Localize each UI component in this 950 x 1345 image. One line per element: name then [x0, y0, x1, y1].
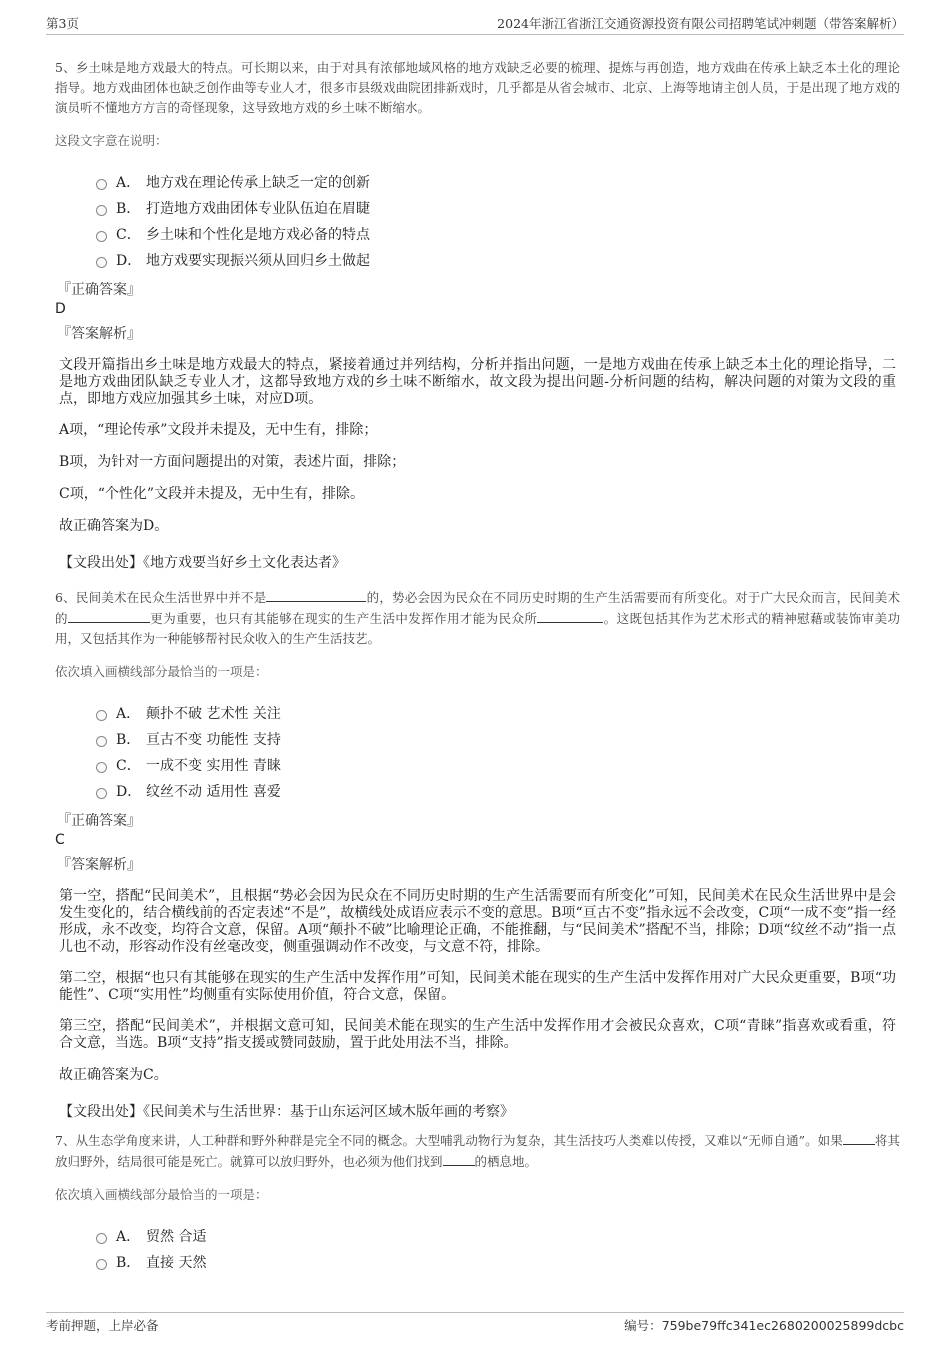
analysis-paragraph: 第三空，搭配“民间美术”，并根据文意可知，民间美术能在现实的生产生活中发挥作用才会被民众喜欢，C项“青睐”指喜欢或看重，符合文意，当选。B项“支持”指支援或赞同鼓励，置于此处用法不当，排除。 — [59, 1018, 896, 1051]
question-stem: 7、从生态学角度来讲，人工种群和野外种群是完全不同的概念。大型哺乳动物行为复杂，其生活技巧人类难以传授，又难以“无师自通”。如果 将其放归野外，结局很可能是死亡。就算可以放归野外，也必须为他们找到 的栖息地。 — [55, 1130, 900, 1172]
option-b[interactable]: B． 打造地方戏曲团体专业队伍迫在眉睫 — [96, 195, 900, 221]
radio-icon[interactable] — [96, 762, 107, 773]
analysis-label: 『答案解析』 — [57, 326, 141, 342]
analysis-paragraph: A项，“理论传承”文段并未提及，无中生有，排除； — [59, 422, 378, 438]
option-list — [96, 169, 900, 273]
option-d[interactable]: D． 地方戏要实现振兴须从回归乡土做起 — [96, 247, 900, 273]
radio-icon[interactable] — [96, 231, 107, 242]
option-a[interactable]: A． 地方戏在理论传承上缺乏一定的创新 — [96, 169, 900, 195]
option-a[interactable]: A． 颠扑不破 艺术性 关注 — [96, 700, 900, 726]
source-citation: 【文段出处】《民间美术与生活世界：基于山东运河区域木版年画的考察》 — [59, 1104, 514, 1120]
radio-icon[interactable] — [96, 257, 107, 268]
option-c[interactable]: C． 乡土味和个性化是地方戏必备的特点 — [96, 221, 900, 247]
option-list — [96, 700, 900, 804]
analysis-paragraph: B项，为针对一方面问题提出的对策，表述片面，排除； — [59, 454, 406, 470]
radio-icon[interactable] — [96, 710, 107, 721]
radio-icon[interactable] — [96, 1259, 107, 1270]
fill-blank — [537, 608, 603, 623]
fill-blank — [266, 587, 366, 602]
question-stem: 5、乡土味是地方戏最大的特点。可长期以来，由于对具有浓郁地域风格的地方戏缺乏必要的梳理、提炼与再创造，地方戏曲在传承上缺乏本土化的理论指导。地方戏曲团体也缺乏创作曲等专业人才，很多市县级戏曲院团排新戏时，几乎都是从省会城市、北京、上海等地请主创人员，于是出现了地方戏的演员听不懂地方方言的奇怪现象，这导致地方戏的乡土味不断缩水。 — [55, 60, 900, 115]
page-number: 第3页 — [46, 16, 79, 31]
analysis-label: 『答案解析』 — [57, 857, 141, 873]
radio-icon[interactable] — [96, 1233, 107, 1244]
question-prompt: 依次填入画横线部分最恰当的一项是： — [55, 1187, 268, 1202]
option-b[interactable]: B． 亘古不变 功能性 支持 — [96, 726, 900, 752]
question-5 — [55, 58, 900, 573]
option-c[interactable]: C． 一成不变 实用性 青睐 — [96, 752, 900, 778]
analysis-paragraph: 第一空，搭配“民间美术”，且根据“势必会因为民众在不同历史时期的生产生活需要而有所变化”可知，民间美术在民众生活世界中是会发生变化的，结合横线前的否定表述“不是”，故横线处成语应表示不变的意思。B项“亘古不变”指永远不会改变，C项“一成不变”指一经形成，永不改变，均符合文意，保留。A项“颠扑不破”比喻理论正确，不能推翻，与“民间美术”搭配不当，排除；D项“纹丝不动”指一点儿也不动，形容动作没有丝毫改变，侧重强调动作不改变，与文意不符，排除。 — [59, 888, 896, 955]
option-list — [96, 1223, 900, 1275]
option-b[interactable]: B． 直接 天然 — [96, 1249, 900, 1275]
fill-blank — [843, 1130, 875, 1145]
question-7 — [55, 1130, 900, 1275]
answer-value: D — [55, 301, 66, 317]
source-citation: 【文段出处】《地方戏要当好乡土文化表达者》 — [59, 555, 346, 571]
radio-icon[interactable] — [96, 179, 107, 190]
document-title: 2024年浙江省浙江交通资源投资有限公司招聘笔试冲刺题（带答案解析） — [497, 16, 904, 31]
page-content — [55, 58, 900, 1275]
answer-label: 『正确答案』 — [57, 813, 141, 829]
question-prompt: 依次填入画横线部分最恰当的一项是： — [55, 664, 268, 679]
analysis-paragraph: 文段开篇指出乡土味是地方戏最大的特点，紧接着通过并列结构，分析并指出问题，一是地方戏曲在传承上缺乏本土化的理论指导，二是地方戏曲团队缺乏专业人才，这都导致地方戏的乡土味不断缩水，故文段为提出问题-分析问题的结构，解决问题的对策为文段的重点，即地方戏应加强其乡土味，对应D项。 — [59, 357, 896, 407]
question-6 — [55, 587, 900, 1122]
page-footer — [46, 1312, 904, 1335]
fill-blank — [68, 608, 150, 623]
option-d[interactable]: D． 纹丝不动 适用性 喜爱 — [96, 778, 900, 804]
analysis-paragraph: 故正确答案为D。 — [59, 518, 169, 534]
analysis-paragraph: 故正确答案为C。 — [59, 1067, 168, 1083]
footer-slogan: 考前押题，上岸必备 — [46, 1318, 159, 1333]
question-stem: 6、民间美术在民众生活世界中并不是 的，势必会因为民众在不同历史时期的生产生活需要而有所变化。对于广大民众而言，民间美术的 更为重要，也只有其能够在现实的生产生活中发挥作用才能为民众所 。这既包括其作为艺术形式的精神慰藉或装饰审美功用，又包括其作为一种能够帮衬民众收入的生产生活技艺。 — [55, 587, 900, 649]
question-prompt: 这段文字意在说明： — [55, 133, 168, 148]
answer-value: C — [55, 832, 65, 848]
page-header — [46, 12, 904, 35]
analysis-paragraph: C项，“个性化”文段并未提及，无中生有，排除。 — [59, 486, 365, 502]
fill-blank — [443, 1151, 475, 1166]
document-code: 编号：759be79ffc341ec2680200025899dcbc — [624, 1318, 904, 1333]
option-a[interactable]: A． 贸然 合适 — [96, 1223, 900, 1249]
answer-label: 『正确答案』 — [57, 282, 141, 298]
radio-icon[interactable] — [96, 736, 107, 747]
analysis-paragraph: 第二空，根据“也只有其能够在现实的生产生活中发挥作用”可知，民间美术能在现实的生产生活中发挥作用对广大民众更重要，B项“功能性”、C项“实用性”均侧重有实际使用价值，符合文意，保留。 — [59, 970, 896, 1003]
radio-icon[interactable] — [96, 205, 107, 216]
radio-icon[interactable] — [96, 788, 107, 799]
